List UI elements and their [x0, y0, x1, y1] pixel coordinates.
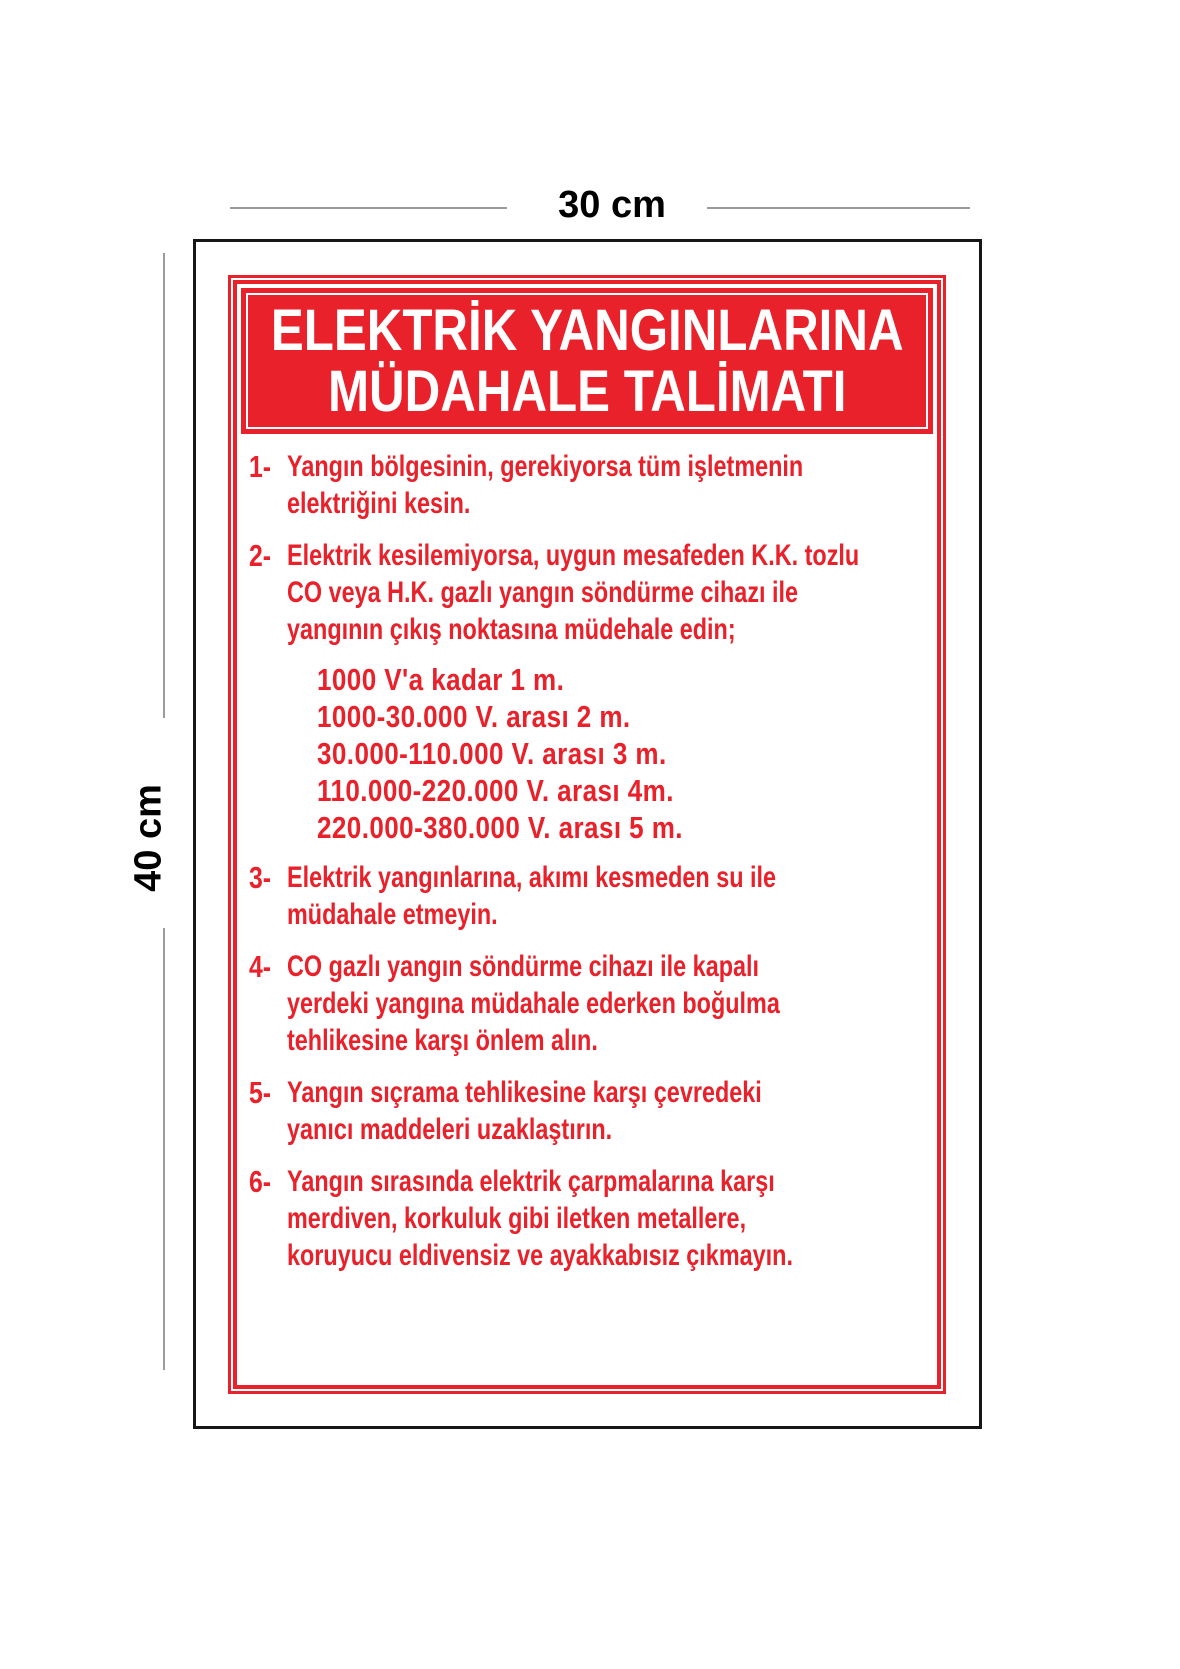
item-text: Yangın sıçrama tehlikesine karşı çevredeki yanıcı maddeleri uzaklaştırın.	[287, 1076, 762, 1146]
instruction-item-1	[249, 448, 927, 522]
instruction-item-5	[249, 1074, 927, 1148]
item-text: CO gazlı yangın söndürme cihazı ile kapalı yerdeki yangına müdahale ederken boğulma tehlikesine karşı önlem alın.	[287, 950, 780, 1057]
title-banner	[241, 288, 933, 434]
item-text: Yangın bölgesinin, gerekiyorsa tüm işletmenin elektriğini kesin.	[287, 450, 804, 520]
instruction-item-6	[249, 1163, 927, 1274]
item-number: 1-	[249, 449, 272, 484]
height-dimension-label: 40 cm	[127, 784, 170, 892]
width-dimension-line-right	[707, 207, 970, 209]
item-number: 6-	[249, 1164, 272, 1199]
height-dimension-line-top	[163, 253, 165, 718]
item-text: Elektrik yangınlarına, akımı kesmeden su ile müdahale etmeyin.	[287, 861, 777, 931]
item-number: 3-	[249, 860, 272, 895]
instruction-item-4	[249, 948, 927, 1059]
width-dimension-label: 30 cm	[558, 184, 666, 226]
sign-title: ELEKTRİK YANGINLARINA MÜDAHALE TALİMATI	[270, 298, 904, 424]
sign-board	[193, 239, 982, 1429]
width-dimension-line-left	[230, 207, 507, 209]
item-number: 4-	[249, 949, 272, 984]
sign-frame-inner	[233, 280, 941, 1389]
item-number: 5-	[249, 1075, 272, 1110]
item-text: Yangın sırasında elektrik çarpmalarına karşı merdiven, korkuluk gibi iletken metallere, koruyucu eldivensiz ve ayakkabısız çıkmayın.	[287, 1165, 793, 1272]
sign-frame-outer	[228, 275, 946, 1394]
instruction-item-3	[249, 859, 927, 933]
instruction-list	[241, 434, 933, 1274]
item-number: 2-	[249, 538, 272, 573]
item-text: Elektrik kesilemiyorsa, uygun mesafeden K.K. tozlu CO veya H.K. gazlı yangın söndürme cihazı ile yangının çıkış noktasına müdehale edin;	[287, 539, 860, 646]
instruction-item-2	[249, 537, 927, 648]
voltage-distance-list: 1000 V'a kadar 1 m. 1000-30.000 V. arası 2 m. 30.000-110.000 V. arası 3 m. 110.000-220.000 V. arası 4m. 220.000-380.000 V. arası 5 m.	[317, 662, 683, 845]
height-dimension-line-bottom	[163, 928, 165, 1370]
